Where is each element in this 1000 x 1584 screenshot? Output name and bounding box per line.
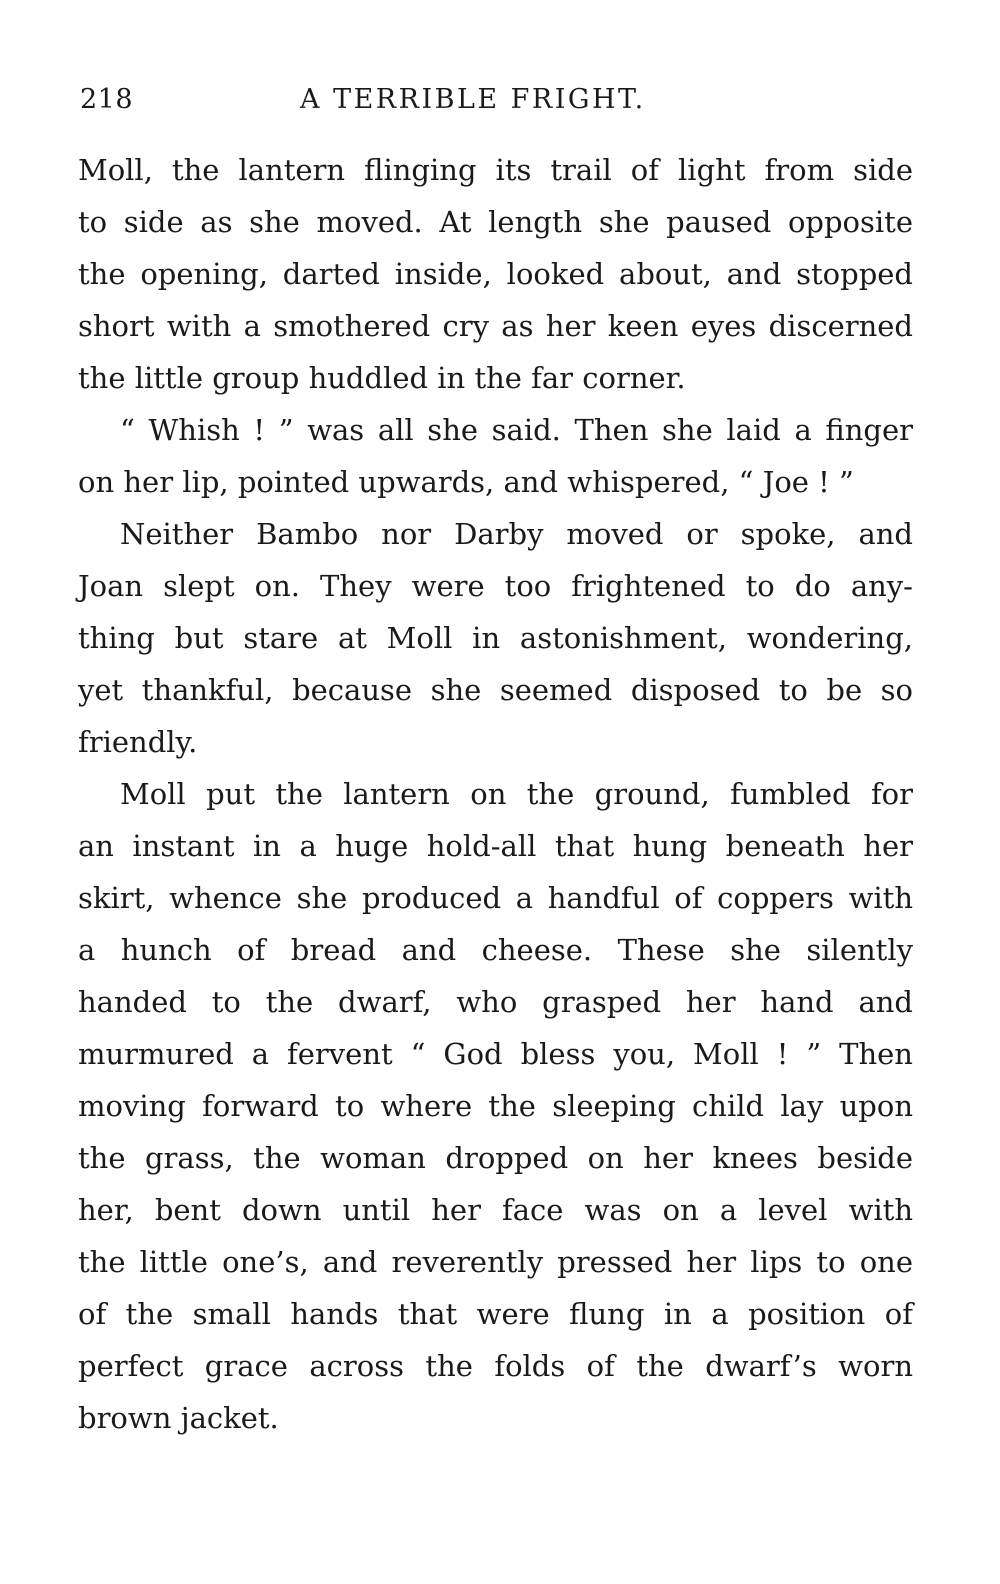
running-head [78, 76, 913, 124]
text-line: skirt, whence she produced a handful of coppers with [78, 881, 913, 915]
page-number: 218 [80, 84, 134, 115]
body-text [78, 144, 913, 1444]
text-line: Moll put the lantern on the ground, fumbled for [120, 777, 913, 811]
paragraph [78, 144, 913, 404]
text-line: the opening, darted inside, looked about, and stopped [78, 257, 913, 291]
text-line: the little group huddled in the far corner. [78, 361, 686, 395]
text-line: her, bent down until her face was on a level with [78, 1193, 913, 1227]
text-line: a hunch of bread and cheese. These she silently [78, 933, 913, 967]
text-line: moving forward to where the sleeping child lay upon [78, 1089, 913, 1123]
text-line: of the small hands that were flung in a position of [78, 1297, 913, 1331]
text-line: yet thankful, because she seemed disposed to be so [78, 673, 913, 707]
paragraph [78, 404, 913, 508]
text-line: Neither Bambo nor Darby moved or spoke, and [120, 517, 913, 551]
text-line: “ Whish ! ” was all she said. Then she laid a finger [120, 413, 913, 447]
text-line: perfect grace across the folds of the dwarf’s worn [78, 1349, 913, 1383]
text-line: on her lip, pointed upwards, and whispered, “ Joe ! ” [78, 465, 854, 499]
text-line: Moll, the lantern flinging its trail of light from side [78, 153, 913, 187]
text-line: handed to the dwarf, who grasped her hand and [78, 985, 913, 1019]
text-line: to side as she moved. At length she paused opposite [78, 205, 913, 239]
running-title: A TERRIBLE FRIGHT. [300, 84, 646, 115]
paragraph [78, 768, 913, 1444]
paragraph [78, 508, 913, 768]
text-line: the little one’s, and reverently pressed her lips to one [78, 1245, 913, 1279]
text-line: the grass, the woman dropped on her knees beside [78, 1141, 913, 1175]
text-line: friendly. [78, 725, 198, 759]
text-line: an instant in a huge hold-all that hung beneath her [78, 829, 913, 863]
text-line: murmured a fervent “ God bless you, Moll ! ” Then [78, 1037, 913, 1071]
text-line: brown jacket. [78, 1401, 279, 1435]
text-line: Joan slept on. They were too frightened to do any- [78, 569, 913, 603]
text-line: thing but stare at Moll in astonishment, wondering, [78, 621, 913, 655]
text-line: short with a smothered cry as her keen eyes discerned [78, 309, 913, 343]
book-page [78, 76, 913, 1444]
